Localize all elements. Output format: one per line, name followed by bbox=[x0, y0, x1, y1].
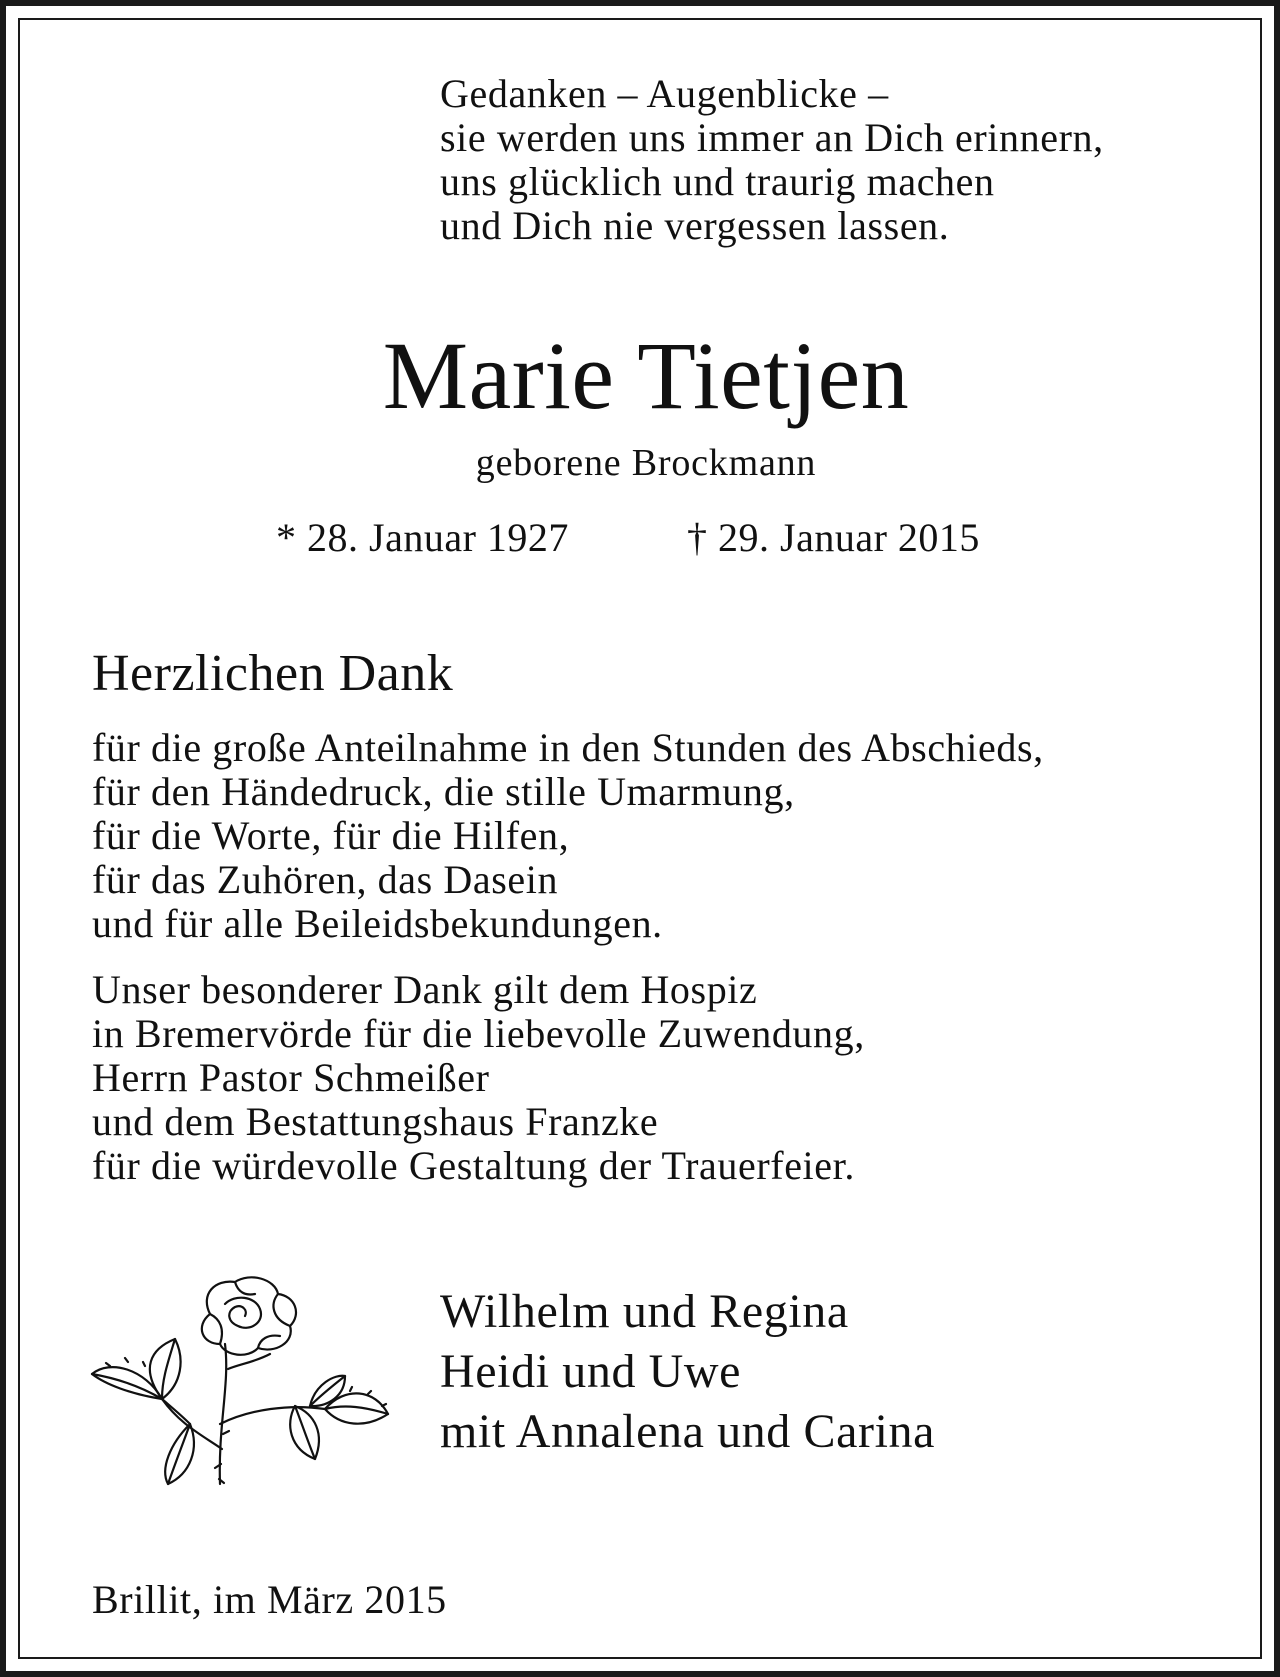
text-line: Herrn Pastor Schmeißer bbox=[92, 1055, 490, 1100]
text-line: für den Händedruck, die stille Umarmung, bbox=[92, 769, 795, 814]
text-line: für das Zuhören, das Dasein bbox=[92, 857, 559, 902]
signers bbox=[440, 1282, 935, 1462]
thanks-paragraph-1 bbox=[92, 726, 1044, 946]
poem-line: uns glücklich und traurig machen bbox=[440, 159, 995, 204]
thanks-heading: Herzlichen Dank bbox=[92, 645, 454, 702]
death-date: † 29. Januar 2015 bbox=[687, 515, 980, 560]
poem-line: Gedanken – Augenblicke – bbox=[440, 71, 889, 116]
text-line: und für alle Beileidsbekundungen. bbox=[92, 901, 663, 946]
poem-line: und Dich nie vergessen lassen. bbox=[440, 203, 950, 248]
text-line: für die würdevolle Gestaltung der Trauerfeier. bbox=[92, 1143, 855, 1188]
deceased-name: Marie Tietjen bbox=[382, 322, 910, 429]
text-line: für die große Anteilnahme in den Stunden des Abschieds, bbox=[92, 725, 1044, 770]
poem bbox=[440, 72, 1104, 248]
text-line: in Bremervörde für die liebevolle Zuwendung, bbox=[92, 1011, 865, 1056]
signer-line: Wilhelm und Regina bbox=[440, 1285, 849, 1338]
text-line: und dem Bestattungshaus Franzke bbox=[92, 1099, 659, 1144]
text-line: Unser besonderer Dank gilt dem Hospiz bbox=[92, 967, 758, 1012]
maiden-name: geborene Brockmann bbox=[475, 442, 817, 484]
signer-line: Heidi und Uwe bbox=[440, 1345, 742, 1398]
rose-icon bbox=[90, 1274, 390, 1494]
text-line: für die Worte, für die Hilfen, bbox=[92, 813, 570, 858]
poem-line: sie werden uns immer an Dich erinnern, bbox=[440, 115, 1104, 160]
thanks-paragraph-2 bbox=[92, 968, 865, 1188]
signer-line: mit Annalena und Carina bbox=[440, 1405, 936, 1458]
birth-date: * 28. Januar 1927 bbox=[276, 515, 569, 560]
place-date: Brillit, im März 2015 bbox=[92, 1577, 447, 1622]
